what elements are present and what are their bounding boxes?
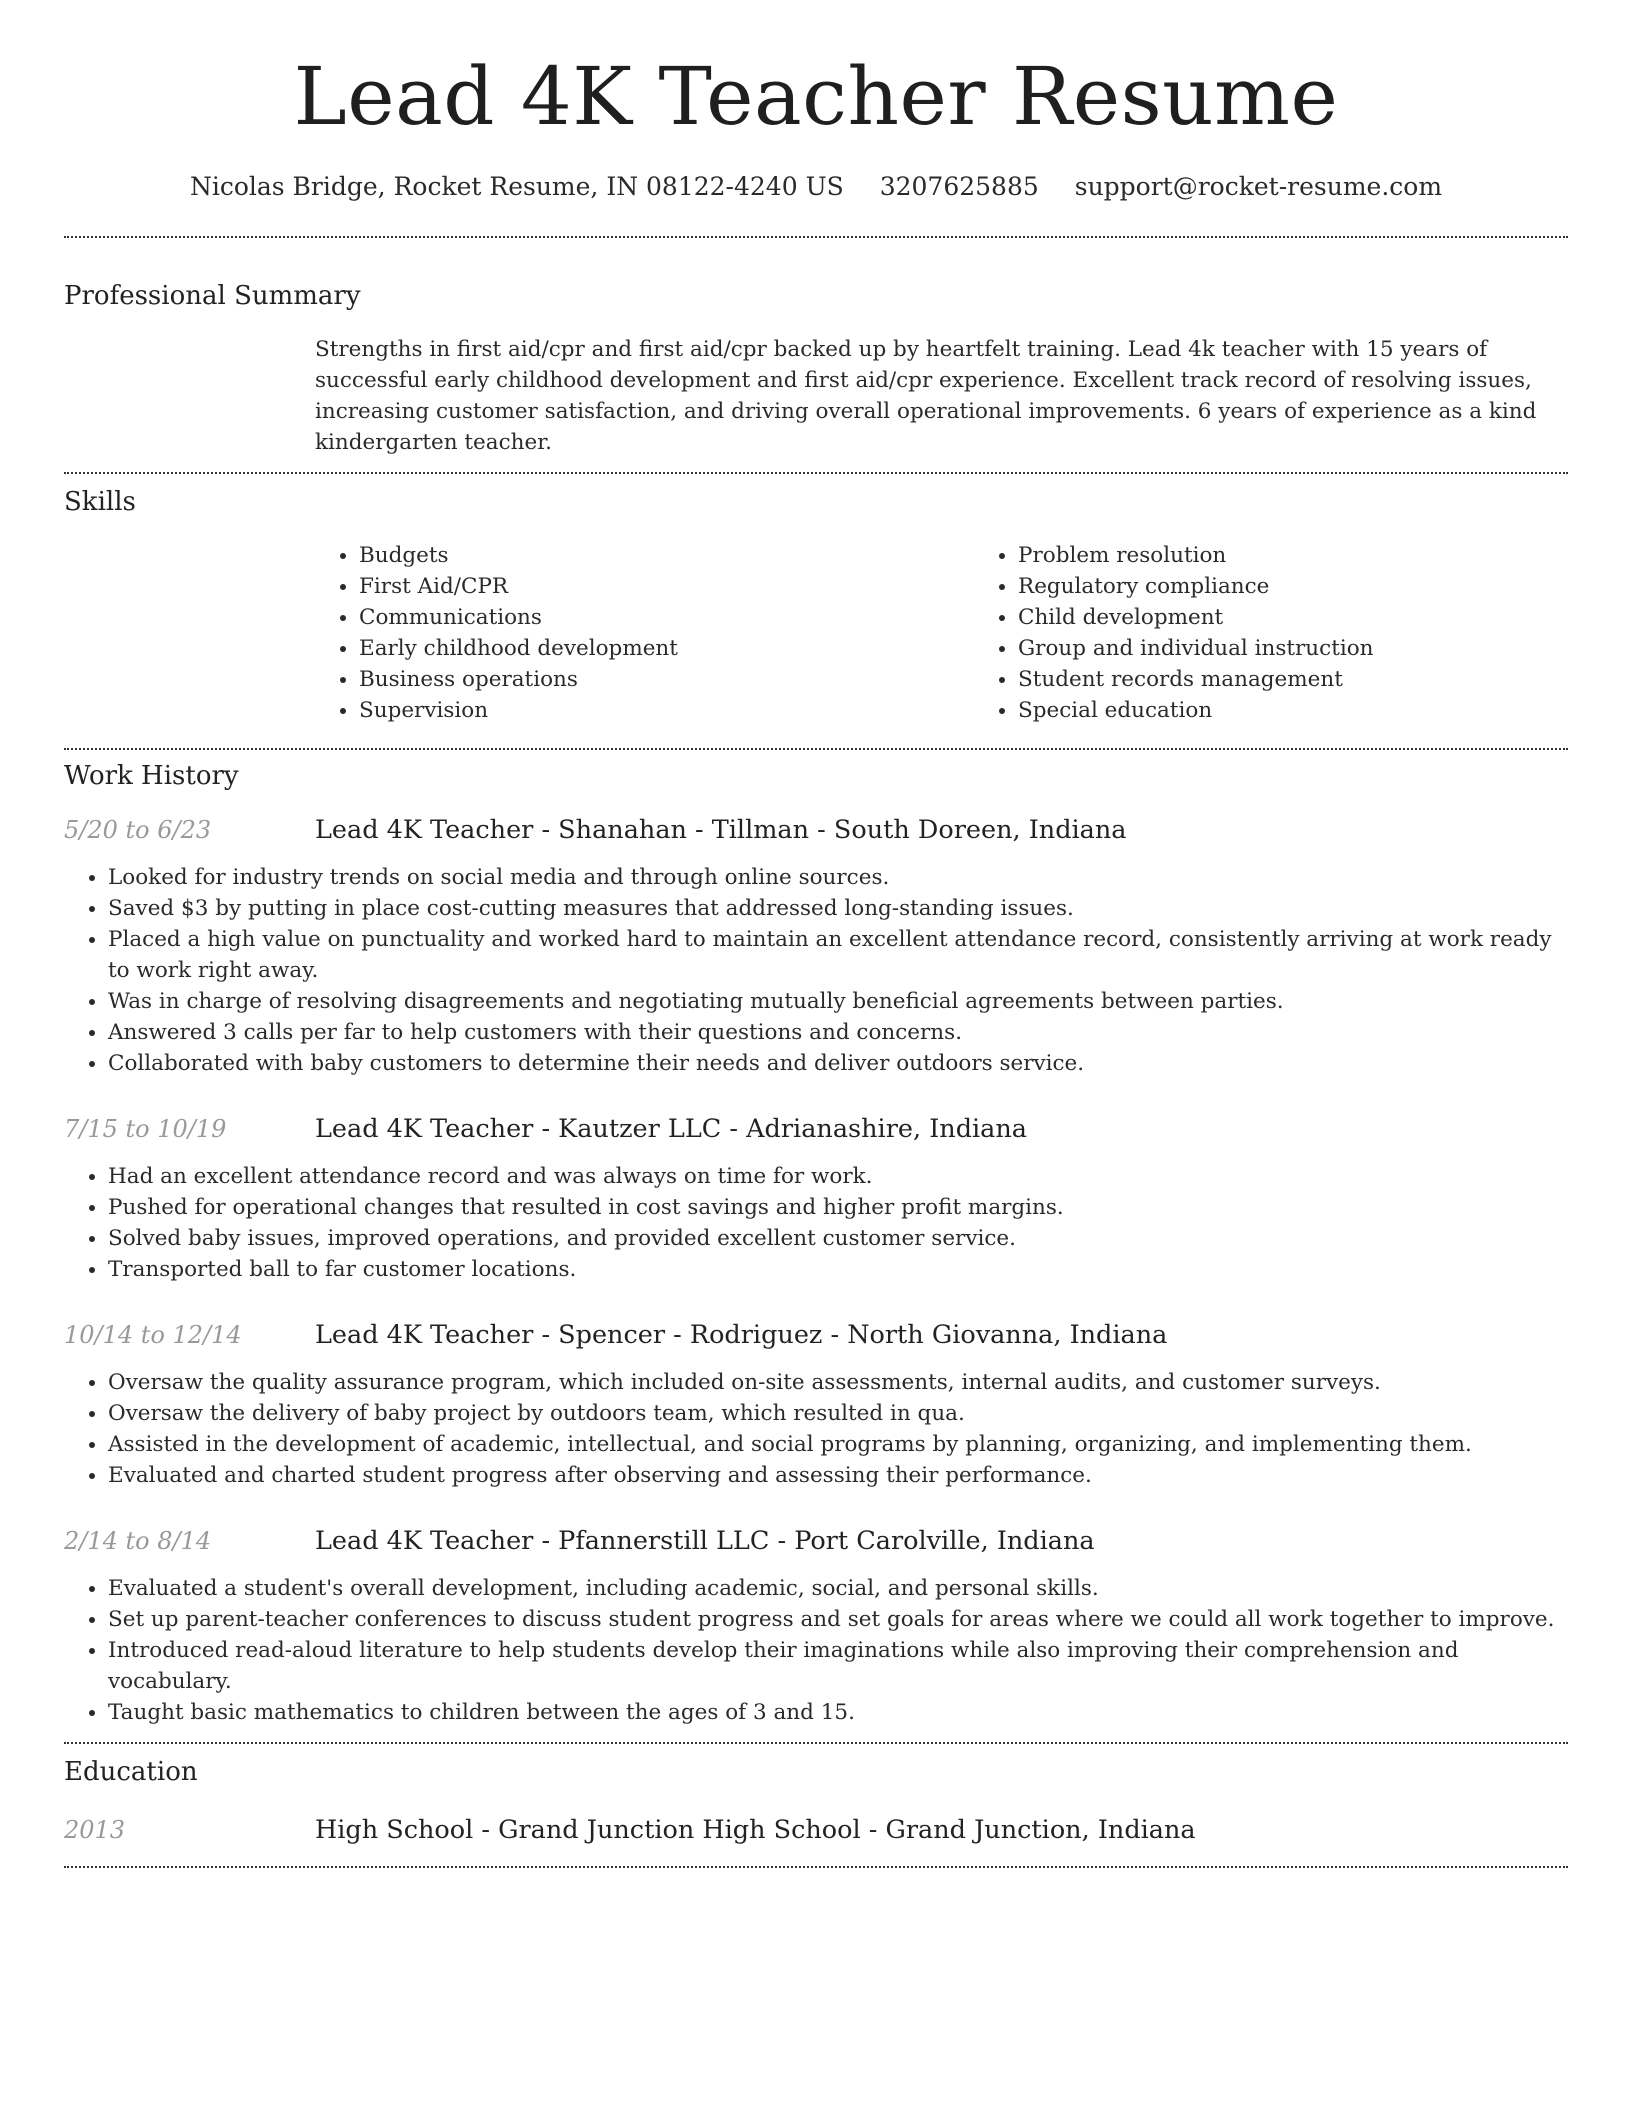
skills-list-left: [315, 540, 974, 726]
job-bullet: • Pushed for operational changes that resulted in cost savings and higher profit margins.: [108, 1192, 1568, 1223]
skills-columns: [315, 540, 1568, 726]
job-bullet: • Oversaw the quality assurance program, which included on-site assessments, internal audits, and customer surveys.: [108, 1367, 1568, 1398]
job-bullet: • Set up parent-teacher conferences to discuss student progress and set goals for areas where we could all work together to improve.: [108, 1604, 1568, 1635]
education-year: 2013: [64, 1816, 126, 1844]
section-heading-education: Education: [64, 1757, 198, 1787]
divider: [64, 1742, 1568, 1744]
work-history-section: [64, 760, 1568, 1728]
email-link[interactable]: support@rocket-resume.com: [1074, 172, 1443, 201]
job-entry: [64, 1525, 1568, 1728]
skill-item: • Regulatory compliance: [1018, 571, 1632, 602]
section-heading-work: Work History: [64, 761, 239, 791]
job-header-row: [64, 1525, 1568, 1557]
job-bullet: • Answered 3 calls per far to help customers with their questions and concerns.: [108, 1017, 1568, 1048]
job-bullet: • Was in charge of resolving disagreements and negotiating mutually beneficial agreements between parties.: [108, 986, 1568, 1017]
skills-list-right: [974, 540, 1632, 726]
job-bullets: [64, 862, 1568, 1079]
skills-section: [64, 486, 1568, 726]
job-dates: 7/15 to 10/19: [64, 1115, 227, 1143]
job-title: Lead 4K Teacher - Kautzer LLC - Adrianashire, Indiana: [315, 1114, 1027, 1144]
job-header-row: [64, 1113, 1568, 1145]
job-bullet: • Assisted in the development of academic, intellectual, and social programs by planning, organizing, and implementing them.: [108, 1429, 1568, 1460]
job-entry: [64, 1319, 1568, 1491]
job-bullet: • Evaluated a student's overall development, including academic, social, and personal skills.: [108, 1573, 1568, 1604]
divider: [64, 748, 1568, 750]
job-title: Lead 4K Teacher - Pfannerstill LLC - Port Carolville, Indiana: [315, 1526, 1095, 1556]
job-header-row: [64, 1319, 1568, 1351]
job-bullet: • Placed a high value on punctuality and worked hard to maintain an excellent attendance record, consistently arriving at work ready to work right away.: [108, 924, 1568, 986]
job-bullet: • Taught basic mathematics to children between the ages of 3 and 15.: [108, 1697, 1568, 1728]
jobs-list: [64, 814, 1568, 1728]
job-bullet: • Solved baby issues, improved operations, and provided excellent customer service.: [108, 1223, 1568, 1254]
section-heading-summary: Professional Summary: [64, 281, 361, 311]
education-section: [64, 1756, 1568, 1846]
skill-item: • Communications: [359, 602, 974, 633]
skill-item: • Budgets: [359, 540, 974, 571]
job-entry: [64, 814, 1568, 1079]
job-header-row: [64, 814, 1568, 846]
job-bullet: • Oversaw the delivery of baby project by outdoors team, which resulted in qua.: [108, 1398, 1568, 1429]
divider: [64, 1866, 1568, 1868]
education-entry: [64, 1814, 1568, 1846]
job-bullet: • Looked for industry trends on social media and through online sources.: [108, 862, 1568, 893]
skill-item: • Business operations: [359, 664, 974, 695]
job-title: Lead 4K Teacher - Spencer - Rodriguez - North Giovanna, Indiana: [315, 1320, 1168, 1350]
job-bullet: • Saved $3 by putting in place cost-cutting measures that addressed long-standing issues.: [108, 893, 1568, 924]
divider: [64, 236, 1568, 238]
skill-item: • First Aid/CPR: [359, 571, 974, 602]
job-bullet: • Had an excellent attendance record and was always on time for work.: [108, 1161, 1568, 1192]
job-bullets: [64, 1573, 1568, 1728]
summary-text: Strengths in first aid/cpr and first aid/cpr backed up by heartfelt training. Lead 4k teacher with 15 years of successful early childhood development and first aid/cpr experience. Excellent track record of resolving issues, increasing customer satisfaction, and driving overall operational improvements. 6 years of experience as a kind kindergarten teacher.: [315, 337, 1537, 455]
skill-item: • Supervision: [359, 695, 974, 726]
skill-item: • Student records management: [1018, 664, 1632, 695]
job-bullet: • Transported ball to far customer locations.: [108, 1254, 1568, 1285]
education-title: High School - Grand Junction High School - Grand Junction, Indiana: [315, 1815, 1196, 1845]
resume-title: Lead 4K Teacher Resume: [293, 50, 1339, 143]
address: Nicolas Bridge, Rocket Resume, IN 08122-4240 US: [189, 172, 844, 201]
job-bullet: • Introduced read-aloud literature to help students develop their imaginations while also improving their comprehension and vocabulary.: [108, 1635, 1568, 1697]
job-dates: 10/14 to 12/14: [64, 1321, 242, 1349]
job-dates: 5/20 to 6/23: [64, 816, 212, 844]
summary-section: [64, 280, 1568, 458]
job-dates: 2/14 to 8/14: [64, 1527, 212, 1555]
phone: 3207625885: [879, 172, 1039, 201]
skill-item: • Child development: [1018, 602, 1632, 633]
job-bullet: • Evaluated and charted student progress after observing and assessing their performance.: [108, 1460, 1568, 1491]
contact-line: [64, 172, 1568, 202]
skill-item: • Early childhood development: [359, 633, 974, 664]
job-entry: [64, 1113, 1568, 1285]
job-bullets: [64, 1161, 1568, 1285]
skill-item: • Special education: [1018, 695, 1632, 726]
skill-item: • Group and individual instruction: [1018, 633, 1632, 664]
section-heading-skills: Skills: [64, 487, 136, 517]
job-bullet: • Collaborated with baby customers to determine their needs and deliver outdoors service.: [108, 1048, 1568, 1079]
job-bullets: [64, 1367, 1568, 1491]
skill-item: • Problem resolution: [1018, 540, 1632, 571]
divider: [64, 472, 1568, 474]
job-title: Lead 4K Teacher - Shanahan - Tillman - South Doreen, Indiana: [315, 815, 1127, 845]
